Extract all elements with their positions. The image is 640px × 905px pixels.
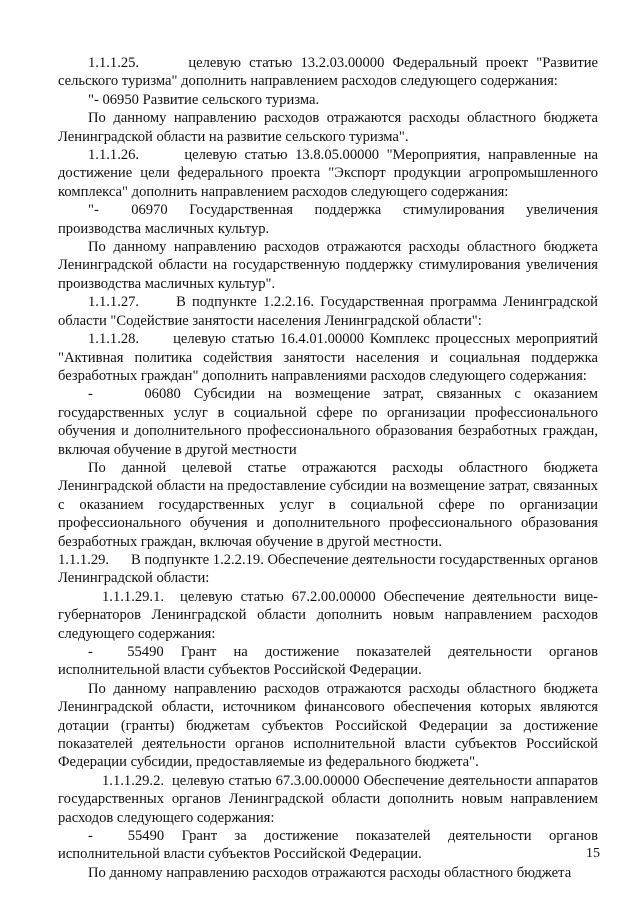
expense-item-06950: "- 06950 Развитие сельского туризма.: [88, 91, 320, 108]
page-number: 15: [586, 846, 600, 861]
clause-1-1-1-29-1: 1.1.1.29.1. целевую статью 67.2.00.00000 Обеспечение деятельности вице-губернаторов Ленинградской области дополнить новым направлением расходов следующего содержания:: [58, 588, 598, 642]
document-page: [58, 54, 598, 882]
expense-item-55490-second: - 55490 Грант за достижение показателей деятельности органов исполнительной власти субъектов Российской Федерации.: [58, 828, 598, 863]
explanation-paragraph-06950: По данному направлению расходов отражаются расходы областного бюджета Ленинградской области на развитие сельского туризма".: [58, 110, 598, 145]
expense-item-06080: - 06080 Субсидии на возмещение затрат, связанных с оказанием государственных услуг в социальной сфере по организации профессионального обучения и дополнительного профессионального образования безработных граждан, включая обучение в другой местности: [58, 386, 598, 458]
expense-item-06970: "- 06970 Государственная поддержка стимулирования увеличения производства масличных культур.: [58, 202, 598, 237]
clause-1-1-1-29: 1.1.1.29. В подпункте 1.2.2.19. Обеспечение деятельности государственных органов Ленинградской области:: [58, 551, 598, 587]
explanation-paragraph-06080: По данной целевой статье отражаются расходы областного бюджета Ленинградской области на предоставление субсидии на возмещение затрат, связанных с оказанием государственных услуг в социальной сфере по организации профессионального обучения и дополнительного профессионального образования безработных граждан, включая обучение в другой местности.: [58, 459, 598, 550]
clause-1-1-1-28: 1.1.1.28. целевую статью 16.4.01.00000 Комплекс процессных мероприятий "Активная политика содействия занятости населения и социальная поддержка безработных граждан" дополнить направлениями расходов следующего содержания:: [58, 331, 598, 384]
clause-1-1-1-27: 1.1.1.27. В подпункте 1.2.2.16. Государственная программа Ленинградской области "Содействие занятости населения Ленинградской области":: [58, 294, 598, 329]
explanation-paragraph-continued: По данному направлению расходов отражаются расходы областного бюджета: [88, 864, 572, 881]
clause-1-1-1-26: 1.1.1.26. целевую статью 13.8.05.00000 "Мероприятия, направленные на достижение цели федерального проекта "Экспорт продукции агропромышленного комплекса" дополнить направлением расходов следующего содержания:: [58, 147, 598, 200]
explanation-paragraph-06970: По данному направлению расходов отражаются расходы областного бюджета Ленинградской области на государственную поддержку стимулирования увеличения производства масличных культур".: [58, 239, 598, 292]
clause-1-1-1-29-2: 1.1.1.29.2. целевую статью 67.3.00.00000 Обеспечение деятельности аппаратов государственных органов Ленинградской области дополнить новым направлением расходов следующего содержания:: [58, 772, 598, 826]
explanation-paragraph-55490-first: По данному направлению расходов отражаются расходы областного бюджета Ленинградской области, источником финансового обеспечения которых являются дотации (гранты) бюджетам субъектов Российской Федерации за достижение показателей деятельности органов исполнительной власти субъектов Российской Федерации субсидии, предоставляемые из федерального бюджета".: [58, 680, 598, 771]
expense-item-55490-first: - 55490 Грант на достижение показателей деятельности органов исполнительной власти субъектов Российской Федерации.: [58, 644, 598, 679]
clause-1-1-1-25: 1.1.1.25. целевую статью 13.2.03.00000 Федеральный проект "Развитие сельского туризма" дополнить направлением расходов следующего содержания:: [58, 55, 598, 90]
